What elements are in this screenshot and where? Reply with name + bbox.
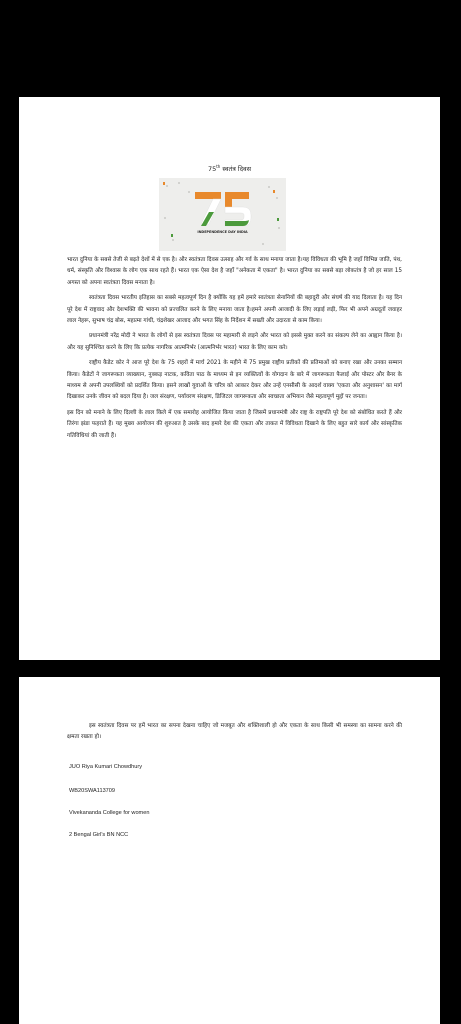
banner-caption: INDEPENDENCE DAY INDIA [197,230,248,234]
title-number: 75 [207,165,217,174]
title-superscript: th [216,164,221,169]
independence-day-banner-image [159,178,286,251]
document-page-2 [19,677,440,1024]
paragraph-3: प्रधानमंत्री नरेंद्र मोदी ने भारत के लोगों से इस स्वतंत्रता दिवस पर महामारी से लड़ने और भारत को इससे मुक्त करने का संकल्प लेने का आह्वान किया है।और यह सुनिश्चित करने के लिए कि प्रत्येक नागरिक आत्मनिर्भर (आत्मनिर्भर भारत) भारत के लिए काम करे। [67,333,402,351]
paragraph-5: इस दिन को मनाने के लिए दिल्ली के लाल किले में एक समारोह आयोजित किया जाता है जिसमें प्रधानमंत्री और राष्ट्र के राष्ट्रपति पूरे देश को संबोधित करते हैं और तिरंगा झंडा फहराते हैं। यह मुख्य आयोजन की शुरुआत है उसके बाद हमारे देश की एकता और ताकत में विविधता दिखाने के लिए बहुत सारे कार्य और सांस्कृतिक गतिविधियां की जाती हैं। [67,409,402,439]
signature-college: Vivekananda College for women [69,810,150,816]
signature-reg-no: WB20SWA113709 [69,788,116,794]
signature-name: JUO Riya Kumari Chowdhury [69,764,143,770]
banner-graphic [159,178,286,251]
essay-title [19,164,440,173]
essay-body-page-1 [67,255,402,446]
closing-paragraph: इस स्वतंत्रता दिवस पर हमें भारत का सपना देखना चाहिए जो मजबूत और शक्तिशाली हो और एकता के साथ किसी भी समस्या का सामना करने की क्षमता रखता हो। [67,723,402,741]
paragraph-1: भारत दुनिया के सबसे तेजी से बढ़ते देशों में से एक है। और स्वतंत्रता दिवस उत्साह और गर्व के साथ मनाया जाता है।यह विविधता की भूमि है जहाँ विभिन्न जाति, पंथ, धर्म, संस्कृति और विश्वास के लोग एक साथ रहते हैं। भारत एक ऐसा देश है जहाँ "अनेकता में एकता" है। भारत दुनिया का सबसे बड़ा लोकतंत्र है जो हर साल 15 अगस्त को अपना स्वतंत्रता दिवस मनाता है। [67,257,402,286]
paragraph-4: राष्ट्रीय कैडेट कोर ने आज पूरे देश के 75 शहरों में मार्च 2021 के महीने में 75 प्रमुख राष्ट्रीय प्रतीकों की प्रतिमाओं को बनाए रखा और उनका सम्मान किया। कैडेटों ने जागरूकता व्याख्यान, नुक्कड़ नाटक, कविता पाठ के माध्यम से इन व्यक्तित्वों के योगदान के बारे में जागरूकता फैलाई और पोस्टर और बैनर के माध्यम से अपनी उपलब्धियों को प्रदर्शित किया। इसने लाखों युवाओं के चरित्र को आकार देकर और उन्हें एनसीसी के आदर्श वाक्य 'एकता और अनुशासन' का मार्ग दिखाकर उनके जीवन को बदल दिया है। जल संरक्षण, पर्यावरण संरक्षण, डिजिटल जागरूकता और स्वच्छता अभियान जैसे महत्वपूर्ण मुद्दों पर जनता। [67,360,402,401]
essay-body-page-2 [67,721,402,748]
title-text: स्वतंत्र दिवस [220,165,252,174]
signature-unit: 2 Bengal Girl's BN NCC [69,832,129,838]
paragraph-2: स्वतंत्रता दिवस भारतीय इतिहास का सबसे महत्वपूर्ण दिन है क्योंकि यह हमें हमारे स्वतंत्रता सेनानियों की बहादुरी और संघर्ष की याद दिलाता है। यह दिन पूरे देश में राष्ट्रवाद और देशभक्ति की भावना को प्रज्वलित करने के लिए मनाया जाता है।हमने अपनी आजादी के लिए लड़ाई लड़ी, फिर भी अपने अग्रदूतों जवाहर लाल नेहरू, सुभाष चंद्र बोस, महात्मा गांधी, चंद्रशेखर आजाद और भगत सिंह के निर्देशन में सख्ती और उदारता से काम किया। [67,295,402,325]
document-page-1 [19,97,440,660]
